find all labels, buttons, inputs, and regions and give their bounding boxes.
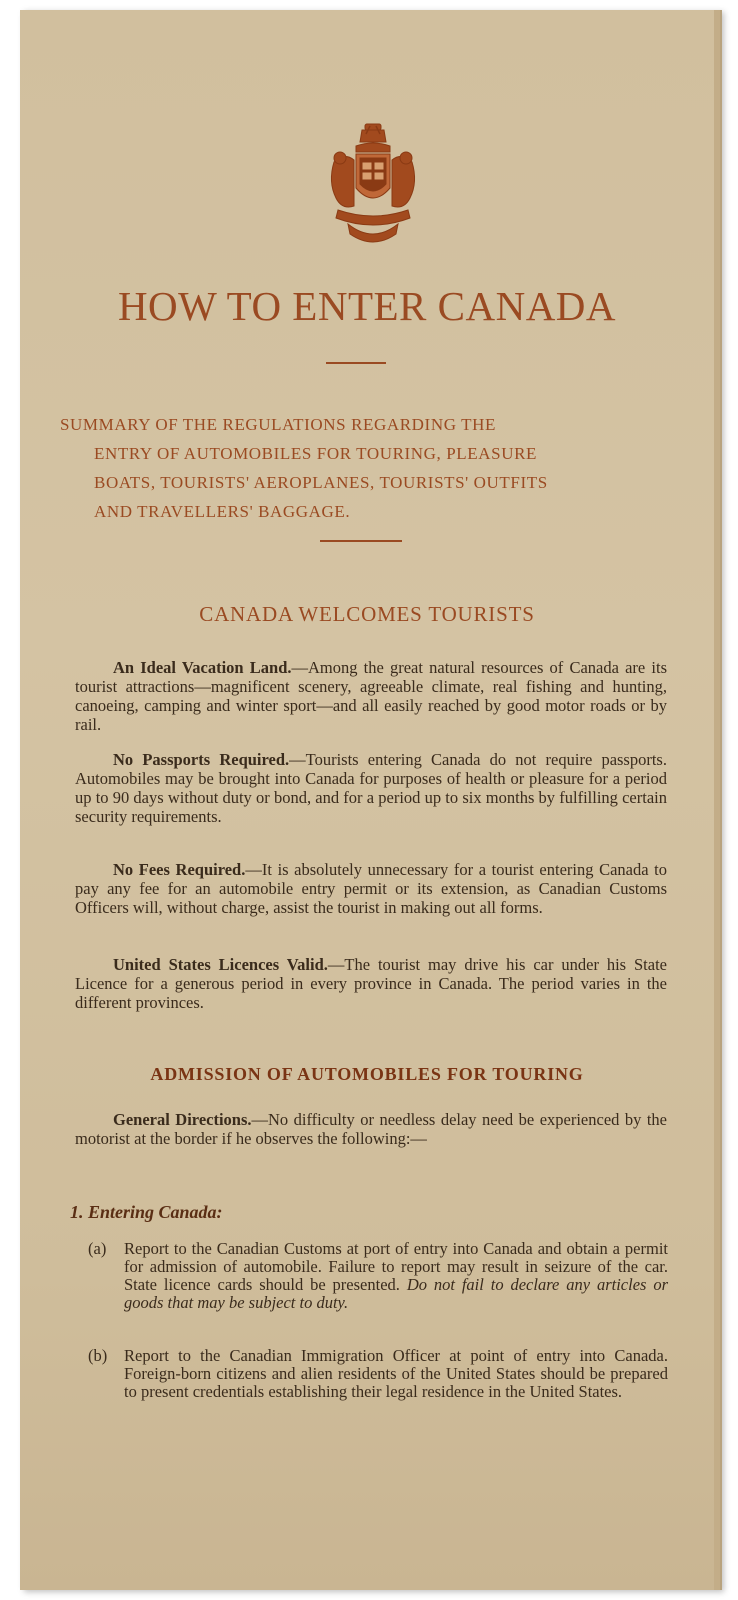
paragraph-text: —Among the great natural resources of Canada are its tourist attractions—magnificent scenery, agreeable climate, real fishing and hunting, canoeing, camping and winter sport—and all easily reached by good motor roads or by rail.	[75, 658, 667, 734]
paragraph-licences	[75, 955, 667, 1012]
list-marker: (b)	[88, 1346, 108, 1365]
list-item-emphasis: Do not fail to declare any articles or goods that may be subject to duty.	[124, 1275, 669, 1312]
summary-line: AND TRAVELLERS' BAGGAGE.	[94, 502, 351, 521]
list-marker: (a)	[88, 1239, 107, 1258]
list-item	[88, 1347, 668, 1401]
paragraph-lead: An Ideal Vacation Land.	[113, 658, 292, 677]
section-heading-automobiles: ADMISSION OF AUTOMOBILES FOR TOURING	[150, 1064, 584, 1084]
paragraph-no-passports	[75, 750, 667, 826]
paragraph-vacation-land	[75, 658, 667, 734]
coat-of-arms-emblem	[326, 122, 420, 248]
paragraph-lead: No Fees Required.	[113, 860, 246, 879]
document-title: HOW TO ENTER CANADA	[117, 283, 617, 329]
paragraph-lead: No Passports Required.	[113, 750, 290, 769]
paragraph-text: —No difficulty or needless delay need be experienced by the motorist at the border if he observes the following:—	[75, 1110, 667, 1148]
paragraph-text: —The tourist may drive his car under his State Licence for a generous period in every province in Canada. The period varies in the different provinces.	[75, 955, 668, 1012]
list-item	[88, 1240, 668, 1312]
paragraph-general-directions	[75, 1110, 667, 1148]
title-divider	[326, 362, 386, 364]
summary-line: BOATS, TOURISTS' AEROPLANES, TOURISTS' OUTFITS	[94, 473, 548, 492]
list-item-text: Report to the Canadian Customs at port of entry into Canada and obtain a permit for admission of automobile. Failure to report may result in seizure of the car. State licence cards should be presented.	[124, 1239, 668, 1294]
summary-block	[60, 410, 700, 526]
brochure-page	[20, 10, 720, 1590]
paragraph-lead: United States Licences Valid.	[113, 955, 328, 974]
subheading-entering-canada: 1. Entering Canada:	[70, 1202, 223, 1222]
list-item-text: Report to the Canadian Immigration Officer at point of entry into Canada. Foreign-born citizens and alien residents of the United States should be prepared to present credentials establishing their legal residence in the United States.	[124, 1346, 668, 1401]
summary-line: ENTRY OF AUTOMOBILES FOR TOURING, PLEASURE	[94, 444, 538, 463]
summary-divider	[320, 540, 402, 542]
paragraph-text: —Tourists entering Canada do not require passports. Automobiles may be brought into Canada for purposes of health or pleasure for a period up to 90 days without duty or bond, and for a period up to six months by fulfilling certain security requirements.	[75, 750, 667, 826]
paragraph-lead: General Directions.	[113, 1110, 252, 1129]
paragraph-text: —It is absolutely unnecessary for a tourist entering Canada to pay any fee for an automobile entry permit or its extension, as Canadian Customs Officers will, without charge, assist the tourist in making out all forms.	[75, 860, 668, 917]
summary-line: SUMMARY OF THE REGULATIONS REGARDING THE	[60, 415, 496, 434]
paragraph-no-fees	[75, 860, 667, 917]
section-heading-welcome: CANADA WELCOMES TOURISTS	[199, 602, 535, 626]
